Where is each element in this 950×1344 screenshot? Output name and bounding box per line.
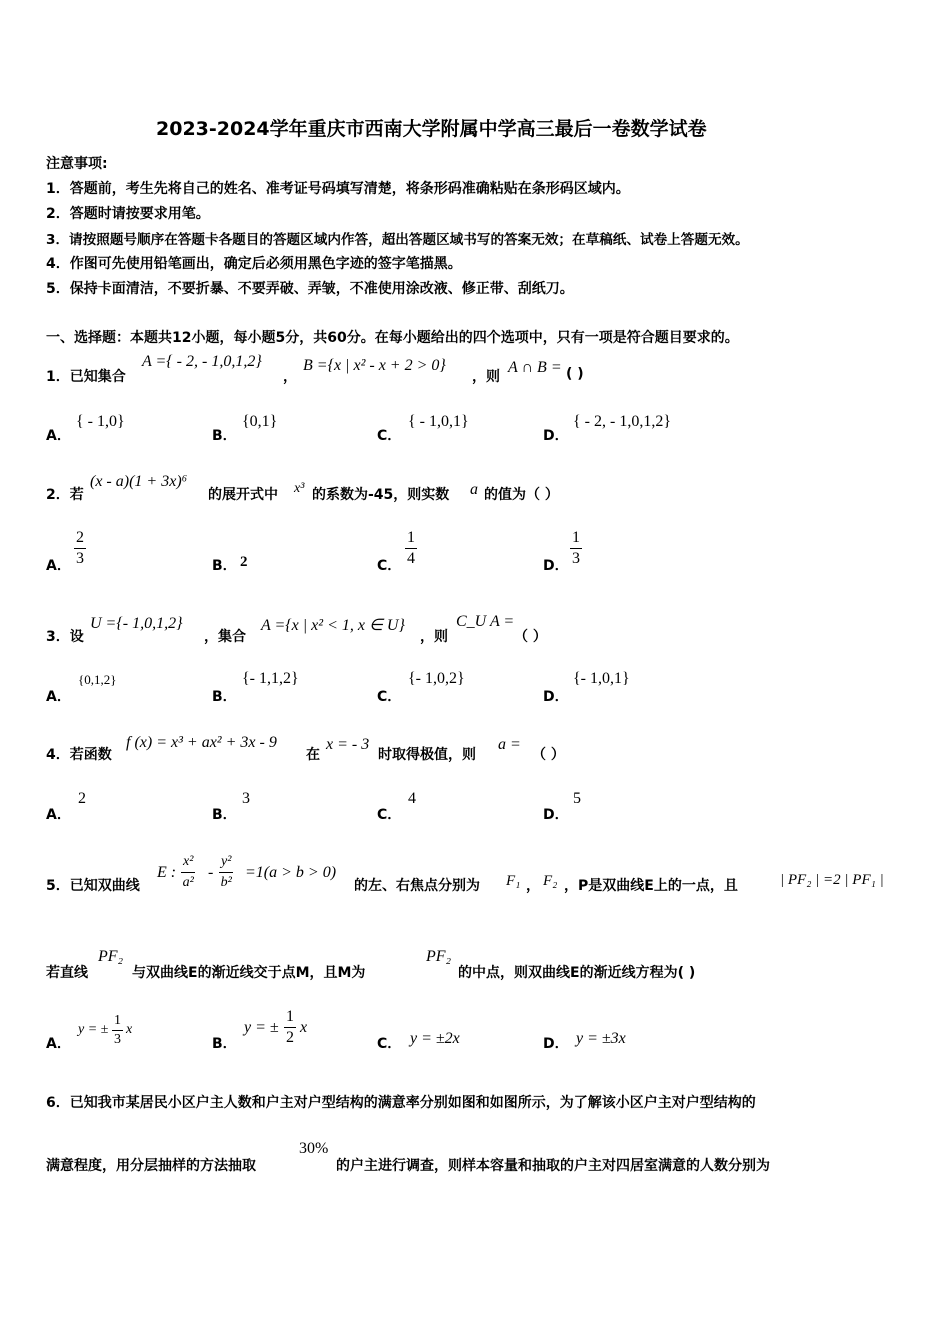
- option-value: 3: [242, 790, 250, 807]
- option-value: y = ±3x: [576, 1030, 626, 1047]
- option-value: {0,1}: [242, 413, 278, 430]
- option-value: { - 2, - 1,0,1,2}: [573, 413, 672, 430]
- fraction: [181, 852, 195, 893]
- option-label: D．: [543, 689, 569, 705]
- option-label: A．: [46, 558, 71, 574]
- notice-item: 2．答题时请按要求用笔。: [46, 206, 210, 222]
- math-expression: a =: [498, 736, 521, 753]
- option-label: D．: [543, 558, 569, 574]
- question-text: ，则: [472, 369, 500, 385]
- option-value: {0,1,2}: [78, 672, 117, 687]
- option-value: 5: [573, 790, 581, 807]
- question-text: 的值为（ ）: [484, 487, 559, 503]
- fraction-numerator: 1: [405, 528, 417, 549]
- option-label: C．: [377, 558, 402, 574]
- question-text: 的户主进行调查，则样本容量和抽取的户主对四居室满意的人数分别为: [336, 1158, 770, 1174]
- notice-item: 4．作图可先使用铅笔画出，确定后必须用黑色字迹的签字笔描黑。: [46, 256, 462, 272]
- option-label: C．: [377, 1036, 402, 1052]
- question-text: 若直线: [46, 965, 88, 981]
- fraction-numerator: x²: [181, 852, 195, 873]
- option-value: {- 1,1,2}: [242, 670, 299, 687]
- option-label: A．: [46, 807, 71, 823]
- fraction-denominator: a²: [182, 875, 194, 890]
- fraction-numerator: y²: [219, 852, 233, 873]
- math-expression: 30%: [299, 1140, 329, 1157]
- question-text: ，则: [420, 629, 448, 645]
- question-text: 2．若: [46, 487, 84, 503]
- math-expression: y = ±: [78, 1022, 109, 1037]
- option-value: 4: [408, 790, 416, 807]
- fraction-numerator: 1: [112, 1012, 123, 1031]
- fraction-denominator: 2: [286, 1029, 294, 1046]
- fraction: [112, 1012, 123, 1049]
- option-label: D．: [543, 807, 569, 823]
- option-value: {- 1,0,2}: [408, 670, 465, 687]
- fraction: [219, 852, 233, 893]
- math-expression: x = - 3: [326, 736, 370, 753]
- question-text: 在: [306, 747, 320, 763]
- fraction: [74, 528, 86, 569]
- fraction-denominator: 3: [76, 550, 84, 567]
- math-expression: C_U A =: [456, 613, 515, 630]
- math-expression: A ∩ B =: [508, 359, 562, 376]
- option-label: B．: [212, 558, 237, 574]
- question-text: 5．已知双曲线: [46, 878, 140, 894]
- option-value: 2: [240, 554, 248, 570]
- option-value: 2: [78, 790, 86, 807]
- math-expression: =1(a > b > 0): [245, 864, 337, 881]
- option-label: B．: [212, 807, 237, 823]
- math-expression: (x - a)(1 + 3x)⁶: [90, 473, 188, 490]
- math-expression: A ={x | x² < 1, x ∈ U}: [261, 617, 405, 634]
- option-label: B．: [212, 1036, 237, 1052]
- question-text: ( ): [566, 366, 584, 382]
- math-expression: F₂: [543, 873, 558, 889]
- fraction-denominator: 4: [407, 550, 415, 567]
- question-text: （ ）: [532, 747, 565, 763]
- question-text: 的左、右焦点分别为: [354, 878, 480, 894]
- math-expression: x: [126, 1022, 133, 1037]
- fraction-denominator: 3: [572, 550, 580, 567]
- fraction: [570, 528, 582, 569]
- math-expression: a: [470, 481, 478, 498]
- fraction: [284, 1007, 296, 1048]
- question-text: 时取得极值，则: [378, 747, 476, 763]
- question-text: 1．已知集合: [46, 369, 126, 385]
- option-value: {- 1,0,1}: [573, 670, 630, 687]
- math-expression: f (x) = x³ + ax² + 3x - 9: [126, 734, 277, 751]
- question-text: （ ）: [514, 629, 547, 645]
- question-text: 4．若函数: [46, 747, 112, 763]
- math-expression: U ={- 1,0,1,2}: [90, 615, 183, 632]
- option-label: A．: [46, 1036, 71, 1052]
- math-expression: x³: [294, 481, 305, 496]
- question-text: 的系数为-45，则实数: [312, 487, 450, 503]
- question-text: ，: [526, 878, 540, 894]
- section-heading: 一、选择题：本题共12小题，每小题5分，共60分。在每小题给出的四个选项中，只有一项是符合题目要求的。: [46, 330, 739, 346]
- math-expression: F₁: [506, 873, 521, 889]
- question-text: 的中点，则双曲线E的渐近线方程为( ): [458, 965, 696, 981]
- math-expression: PF₂: [426, 948, 452, 965]
- option-label: D．: [543, 1036, 569, 1052]
- option-label: C．: [377, 807, 402, 823]
- option-label: D．: [543, 428, 569, 444]
- option-label: B．: [212, 689, 237, 705]
- math-expression: E :: [157, 864, 177, 881]
- question-text: 的展开式中: [208, 487, 278, 503]
- math-expression: x: [300, 1019, 308, 1036]
- option-label: C．: [377, 689, 402, 705]
- notice-item: 5．保持卡面清洁，不要折暴、不要弄破、弄皱，不准使用涂改液、修正带、刮纸刀。: [46, 281, 574, 297]
- fraction-denominator: b²: [220, 875, 232, 890]
- notice-item: 3．请按照题号顺序在答题卡各题目的答题区域内作答，超出答题区域书写的答案无效；在草稿纸、试卷上答题无效。: [46, 232, 749, 248]
- fraction-numerator: 1: [284, 1007, 296, 1028]
- question-text: ，集合: [204, 629, 246, 645]
- option-label: C．: [377, 428, 402, 444]
- option-label: A．: [46, 428, 71, 444]
- question-text: ，: [283, 369, 297, 385]
- notice-item: 1．答题前，考生先将自己的姓名、准考证号码填写清楚，将条形码准确粘贴在条形码区域内。: [46, 181, 630, 197]
- math-expression: PF₂: [98, 948, 124, 965]
- question-text: 满意程度，用分层抽样的方法抽取: [46, 1158, 256, 1174]
- math-expression: A ={ - 2, - 1,0,1,2}: [142, 353, 262, 370]
- page-title: 2023-2024学年重庆市西南大学附属中学高三最后一卷数学试卷: [156, 118, 707, 140]
- option-value: { - 1,0}: [76, 413, 125, 430]
- option-label: B．: [212, 428, 237, 444]
- notice-heading: 注意事项:: [46, 156, 108, 172]
- fraction-numerator: 1: [570, 528, 582, 549]
- question-text: ，P是双曲线E上的一点，且: [564, 878, 738, 894]
- question-text: 6．已知我市某居民小区户主人数和户主对户型结构的满意率分别如图和如图所示，为了解该小区户主对户型结构的: [46, 1095, 756, 1111]
- option-value: { - 1,0,1}: [408, 413, 469, 430]
- math-expression: | PF₂ | =2 | PF₁ |: [780, 872, 884, 888]
- fraction-numerator: 2: [74, 528, 86, 549]
- option-value: y = ±2x: [410, 1030, 460, 1047]
- question-text: 3．设: [46, 629, 84, 645]
- question-text: 与双曲线E的渐近线交于点M，且M为: [132, 965, 366, 981]
- option-label: A．: [46, 689, 71, 705]
- math-expression: -: [208, 864, 214, 881]
- math-expression: y = ±: [244, 1019, 279, 1036]
- fraction-denominator: 3: [114, 1032, 121, 1047]
- math-expression: B ={x | x² - x + 2 > 0}: [303, 357, 446, 374]
- fraction: [405, 528, 417, 569]
